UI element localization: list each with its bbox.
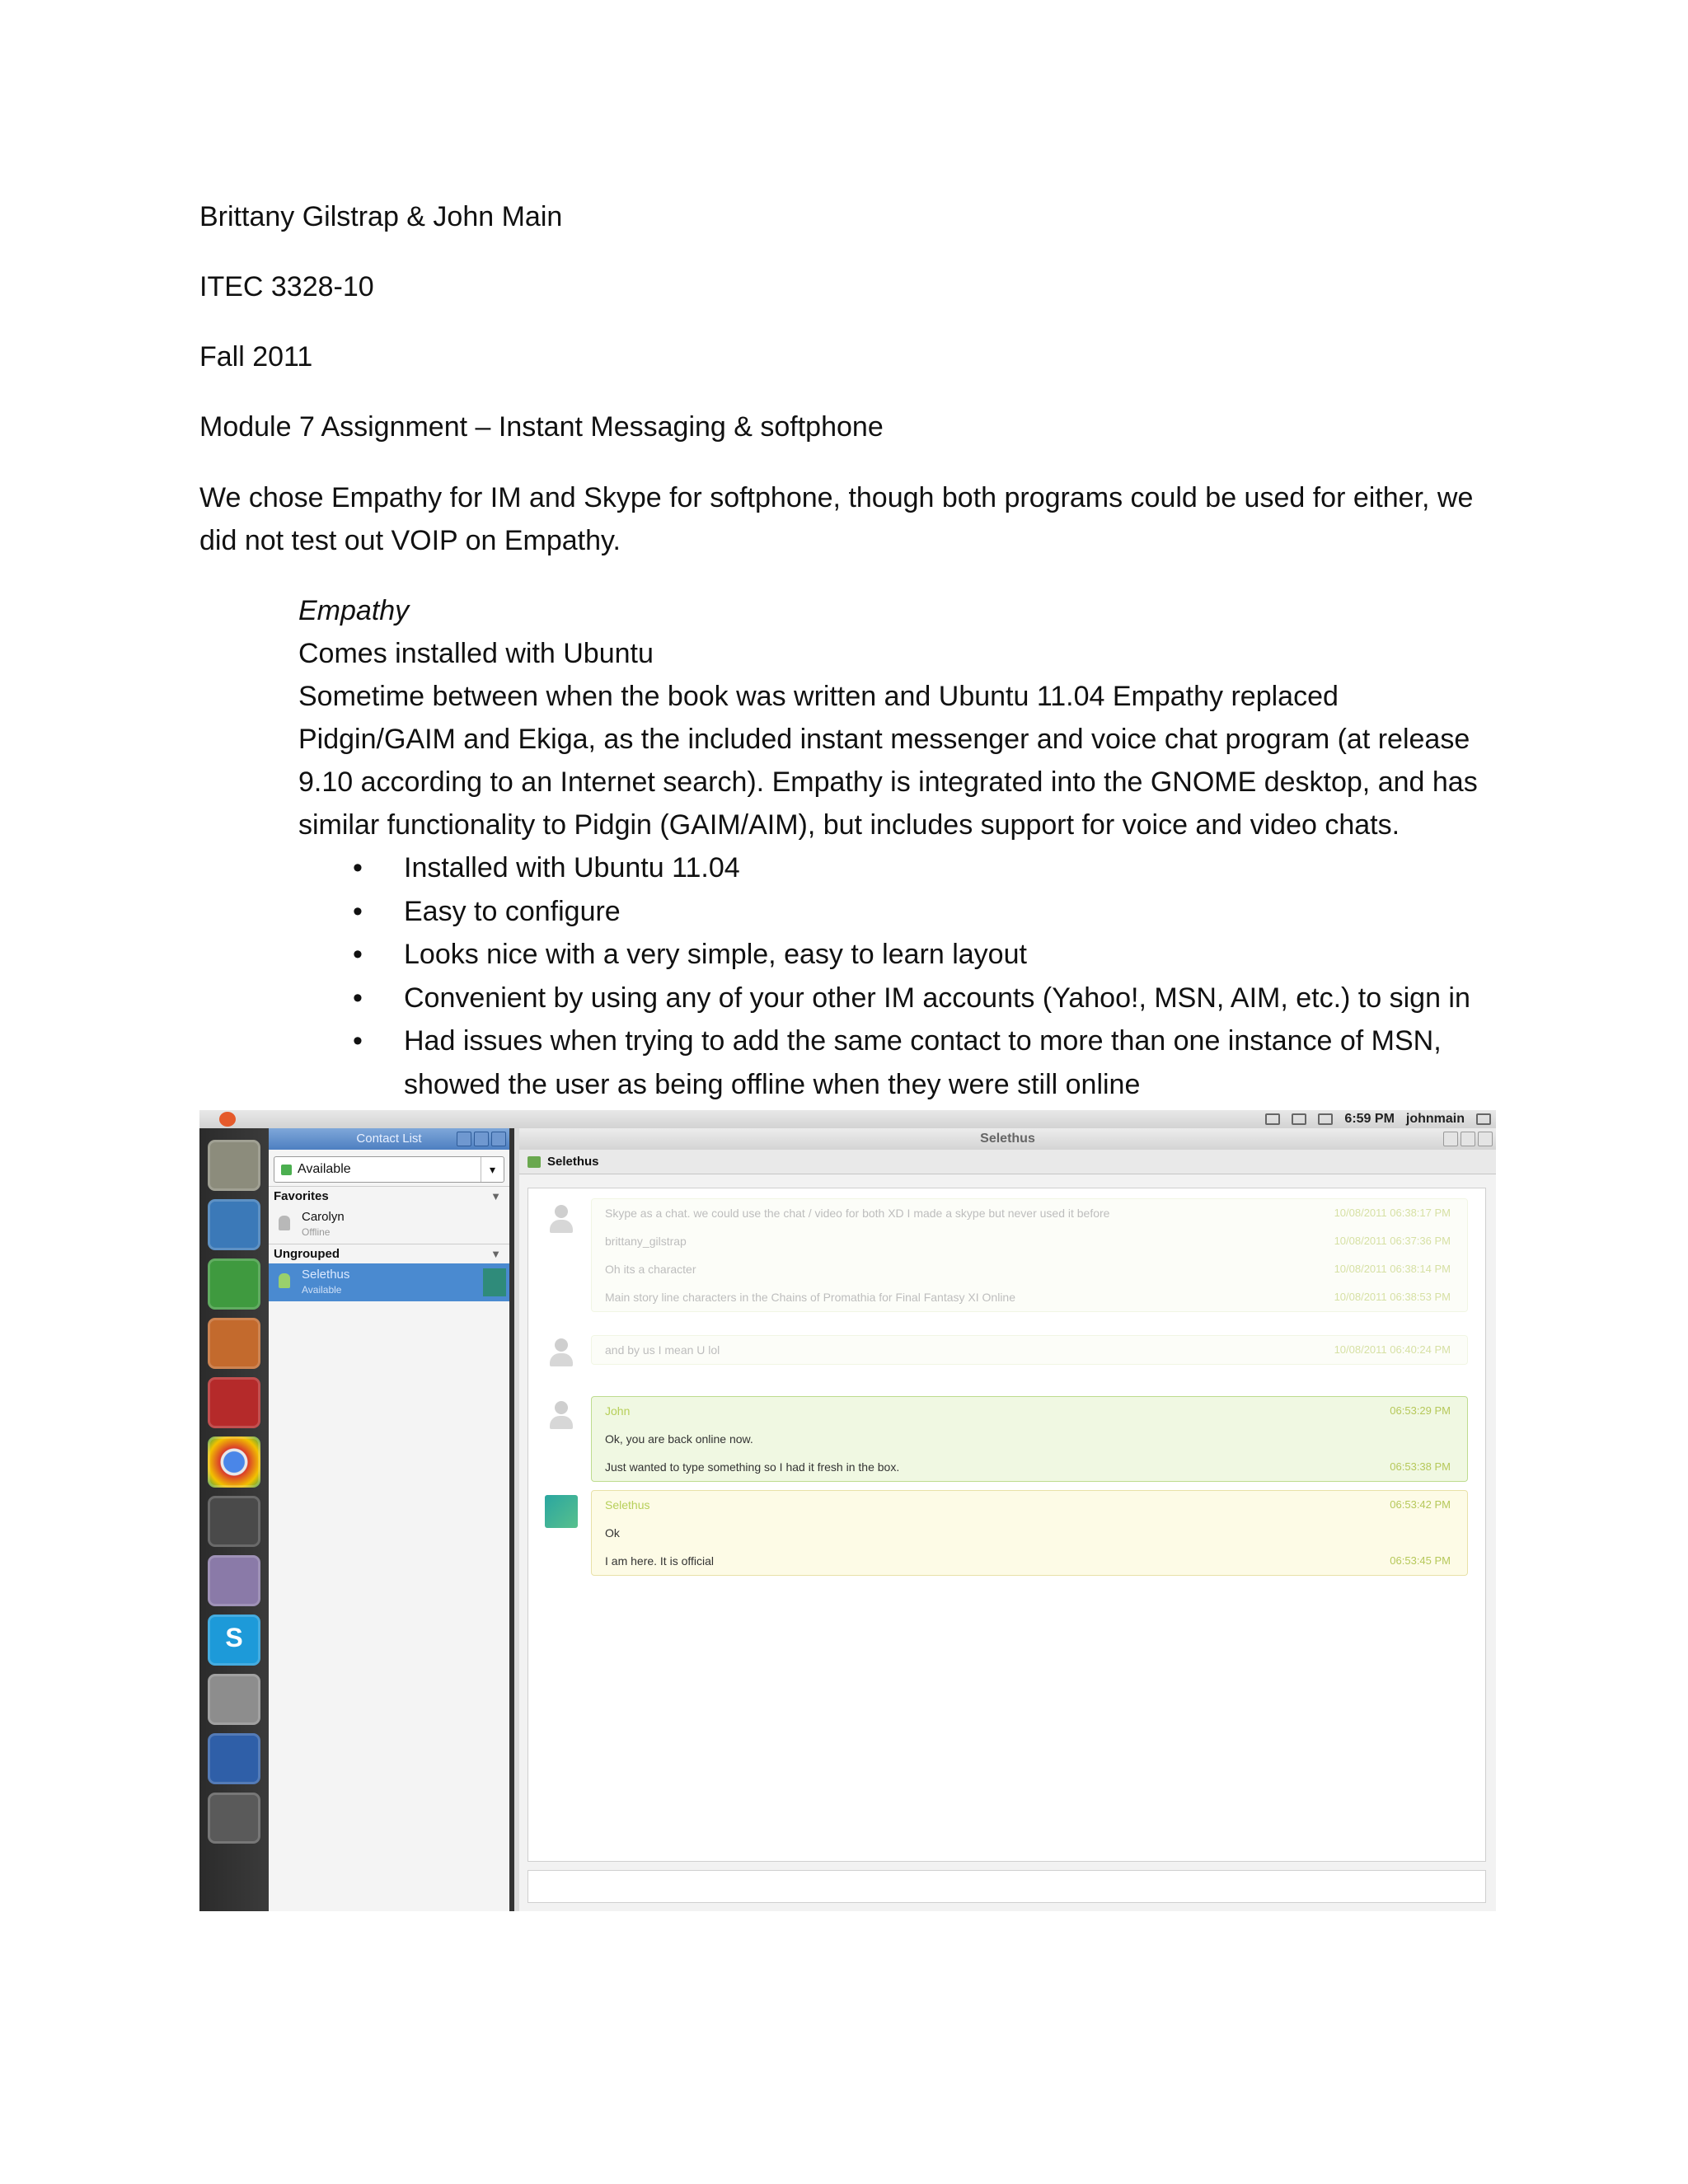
empathy-description: Sometime between when the book was written and Ubuntu 11.04 Empathy replaced Pidgin/GAIM and Ekiga, as the included instant messenger and voice chat program (at release 9.10 according to an Internet search). Empathy is integrated into the GNOME desktop, and has similar functionality to Pidgin (GAIM/AIM), but includes support for voice and video chats. xyxy=(298,681,1478,841)
close-button[interactable] xyxy=(1478,1132,1493,1146)
impress-icon[interactable] xyxy=(208,1318,260,1369)
message-group xyxy=(591,1490,1468,1576)
assignment-title: Module 7 Assignment – Instant Messaging & softphone xyxy=(199,411,884,443)
writer-icon[interactable] xyxy=(208,1199,260,1250)
chat-title: Selethus xyxy=(980,1132,1035,1146)
trash-icon[interactable] xyxy=(208,1793,260,1844)
group-ungrouped[interactable] xyxy=(269,1244,509,1263)
avatar xyxy=(545,1495,578,1528)
close-button[interactable] xyxy=(491,1132,506,1146)
message-time: 10/08/2011 06:38:53 PM xyxy=(1334,1291,1451,1303)
message-row xyxy=(592,1255,1467,1283)
contact-name: Carolyn xyxy=(302,1210,345,1224)
message-time: 06:53:38 PM xyxy=(1390,1460,1451,1473)
group-label: Ungrouped xyxy=(274,1247,340,1261)
message-row xyxy=(592,1199,1467,1227)
empathy-installed-line: Comes installed with Ubuntu xyxy=(298,638,654,669)
message-input[interactable] xyxy=(528,1870,1486,1903)
system-tray xyxy=(1265,1110,1491,1128)
power-icon[interactable] xyxy=(1476,1113,1491,1125)
bullet-item: • Easy to configure xyxy=(298,890,1502,934)
terminal-icon[interactable] xyxy=(208,1496,260,1547)
contact-name: Selethus xyxy=(302,1268,350,1282)
message-row xyxy=(592,1283,1467,1311)
workspace-icon[interactable] xyxy=(208,1674,260,1725)
message-header xyxy=(592,1491,1467,1519)
message-text: and by us I mean U lol xyxy=(605,1343,720,1357)
message-text: Just wanted to type something so I had it fresh in the box. xyxy=(605,1460,900,1474)
unity-launcher xyxy=(199,1128,269,1911)
ubuntu-logo-icon[interactable] xyxy=(219,1112,236,1127)
chat-window xyxy=(519,1128,1496,1911)
available-icon xyxy=(281,1165,292,1175)
sender-name: Selethus xyxy=(605,1498,650,1511)
message-row xyxy=(592,1425,1467,1453)
avatar xyxy=(545,1399,578,1432)
contact-avatar xyxy=(483,1268,506,1296)
empathy-screenshot xyxy=(199,1110,1496,1911)
chat-tab-label: Selethus xyxy=(547,1155,599,1169)
message-row xyxy=(592,1547,1467,1575)
offline-contact-icon xyxy=(279,1216,290,1230)
message-row xyxy=(592,1519,1467,1547)
gimp-icon[interactable] xyxy=(208,1555,260,1606)
expander-icon[interactable]: ▼ xyxy=(490,1248,501,1260)
message-group xyxy=(591,1396,1468,1482)
message-time: 10/08/2011 06:38:14 PM xyxy=(1334,1263,1451,1275)
message-text: Ok, you are back online now. xyxy=(605,1432,753,1446)
message-row xyxy=(592,1227,1467,1255)
clock[interactable]: 6:59 PM xyxy=(1344,1112,1395,1126)
intro-paragraph: We chose Empathy for IM and Skype for softphone, though both programs could be used for either, we did not test out VOIP on Empathy. xyxy=(199,482,1474,556)
presence-select[interactable] xyxy=(274,1156,504,1183)
top-panel xyxy=(199,1110,1496,1128)
group-label: Favorites xyxy=(274,1189,329,1203)
minimize-button[interactable] xyxy=(1443,1132,1458,1146)
message-time: 06:53:29 PM xyxy=(1390,1404,1451,1417)
empathy-bullet-list xyxy=(298,846,1502,1106)
avatar xyxy=(545,1337,578,1370)
bullet-item: • Installed with Ubuntu 11.04 xyxy=(298,846,1502,890)
online-contact-icon xyxy=(279,1273,290,1288)
message-time: 10/08/2011 06:37:36 PM xyxy=(1334,1235,1451,1247)
network-icon[interactable] xyxy=(1265,1113,1280,1125)
contact-list-titlebar xyxy=(269,1128,509,1150)
message-text: Main story line characters in the Chains of Promathia for Final Fantasy XI Online xyxy=(605,1291,1015,1304)
empathy-heading: Empathy xyxy=(298,595,410,626)
skype-glyph: S xyxy=(225,1623,243,1652)
message-text: brittany_gilstrap xyxy=(605,1235,687,1248)
avatar xyxy=(545,1203,578,1236)
skype-icon[interactable] xyxy=(208,1615,260,1666)
sender-name: John xyxy=(605,1404,631,1418)
message-time: 10/08/2011 06:38:17 PM xyxy=(1334,1207,1451,1219)
message-time: 06:53:45 PM xyxy=(1390,1554,1451,1567)
contact-carolyn[interactable] xyxy=(269,1206,509,1244)
conversation-view[interactable] xyxy=(528,1188,1486,1862)
group-favorites[interactable] xyxy=(269,1186,509,1206)
chat-tab[interactable] xyxy=(519,1150,1496,1174)
calc-icon[interactable] xyxy=(208,1258,260,1310)
bullet-item: • Had issues when trying to add the same contact to more than one instance of MSN, showed the user as being offline when they were still online xyxy=(298,1019,1502,1106)
message-text: Ok xyxy=(605,1526,620,1540)
bullet-item: • Convenient by using any of your other IM accounts (Yahoo!, MSN, AIM, etc.) to sign in xyxy=(298,977,1502,1020)
home-folder-icon[interactable] xyxy=(208,1140,260,1191)
maximize-button[interactable] xyxy=(1461,1132,1475,1146)
contact-status: Offline xyxy=(302,1226,331,1238)
chevron-down-icon[interactable]: ▾ xyxy=(481,1157,504,1182)
message-text: Oh its a character xyxy=(605,1263,696,1276)
message-time: 06:53:42 PM xyxy=(1390,1498,1451,1511)
empathy-icon[interactable] xyxy=(208,1733,260,1784)
presence-value: Available xyxy=(298,1162,351,1176)
message-text: Skype as a chat. we could use the chat / video for both XD I made a skype but never used it before xyxy=(605,1207,1110,1220)
expander-icon[interactable]: ▼ xyxy=(490,1190,501,1202)
user-menu[interactable]: johnmain xyxy=(1405,1112,1465,1126)
message-row xyxy=(592,1453,1467,1481)
authors-line: Brittany Gilstrap & John Main xyxy=(199,201,563,232)
contact-selethus[interactable] xyxy=(269,1263,509,1301)
message-group xyxy=(591,1198,1468,1312)
message-header xyxy=(592,1397,1467,1425)
mail-icon[interactable] xyxy=(1318,1113,1333,1125)
contact-status: Available xyxy=(302,1284,342,1296)
message-time: 10/08/2011 06:40:24 PM xyxy=(1334,1343,1451,1356)
ubuntu-one-icon[interactable] xyxy=(208,1377,260,1428)
chat-titlebar xyxy=(519,1128,1496,1150)
message-row xyxy=(592,1336,1467,1364)
bullet-item: • Looks nice with a very simple, easy to learn layout xyxy=(298,933,1502,977)
message-group xyxy=(591,1335,1468,1365)
course-line: ITEC 3328-10 xyxy=(199,271,374,302)
minimize-button[interactable] xyxy=(457,1132,471,1146)
chrome-icon[interactable] xyxy=(208,1436,260,1488)
volume-icon[interactable] xyxy=(1292,1113,1306,1125)
maximize-button[interactable] xyxy=(474,1132,489,1146)
term-line: Fall 2011 xyxy=(199,341,313,373)
message-text: I am here. It is official xyxy=(605,1554,715,1568)
contact-list-title: Contact List xyxy=(356,1132,422,1146)
available-icon xyxy=(528,1156,541,1168)
contact-list-window xyxy=(269,1128,514,1911)
